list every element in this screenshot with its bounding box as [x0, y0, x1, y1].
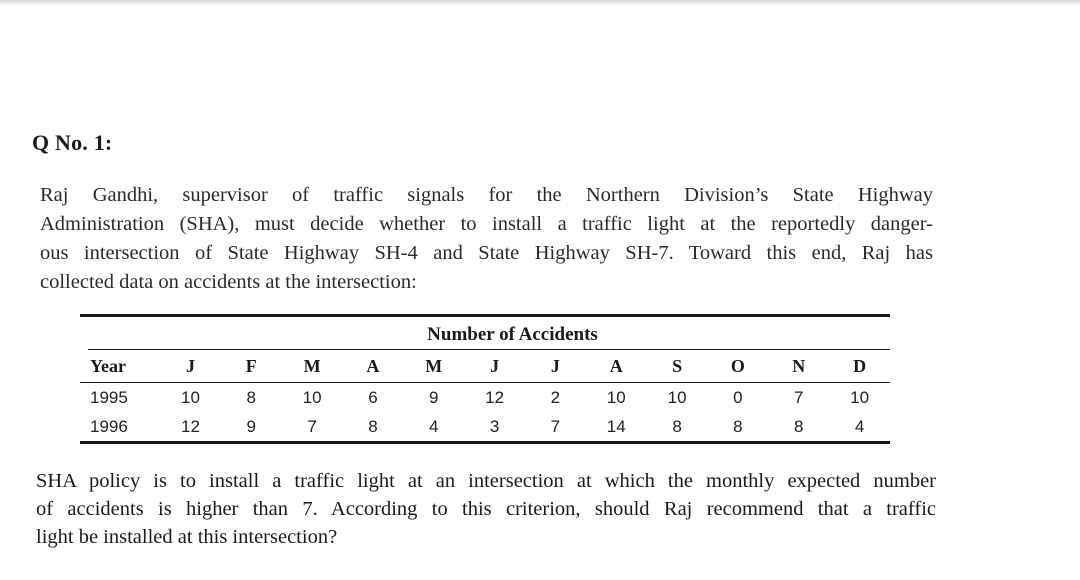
value-cell: 7: [793, 387, 804, 407]
value-cell: 10: [850, 387, 870, 407]
year-header: Year: [80, 350, 160, 383]
policy-line: light be installed at this intersection?: [36, 526, 338, 548]
top-edge-shadow: [0, 0, 1080, 6]
value-cell: 10: [302, 387, 322, 407]
intro-line: Raj Gandhi, supervisor of traffic signals for the Northern Division’s State Highway: [40, 184, 933, 206]
value-cell: 8: [647, 412, 708, 443]
intro-paragraph: [40, 181, 933, 297]
month-header: F: [221, 350, 282, 383]
month-header: J: [525, 350, 586, 383]
table-row: [80, 383, 890, 413]
value-cell: 0: [733, 387, 743, 407]
intro-line: Administration (SHA), must decide whether to install a traffic light at the reportedly danger-: [40, 213, 933, 235]
value-cell: 4: [829, 412, 890, 443]
value-cell: 14: [586, 412, 647, 443]
month-header: N: [768, 350, 829, 383]
value-cell: 9: [429, 387, 439, 407]
month-header: A: [343, 350, 404, 383]
month-header: J: [464, 350, 525, 383]
month-header: M: [403, 350, 464, 383]
value-cell: 8: [707, 412, 768, 443]
accidents-grid: [80, 350, 890, 444]
value-cell: 10: [606, 387, 626, 407]
intro-line: ous intersection of State Highway SH-4 and State Highway SH-7. Toward this end, Raj has: [40, 242, 933, 264]
month-header: M: [282, 350, 343, 383]
year-cell: 1996: [80, 412, 160, 443]
value-cell: 4: [403, 412, 464, 443]
value-cell: 8: [768, 412, 829, 443]
accidents-table: [80, 314, 890, 444]
month-header: O: [707, 350, 768, 383]
value-cell: 12: [160, 412, 221, 443]
table-row: [80, 412, 890, 443]
value-cell: 12: [485, 387, 505, 407]
value-cell: 8: [343, 412, 404, 443]
value-cell: 3: [464, 412, 525, 443]
year-cell: 1995: [90, 387, 128, 407]
policy-line: SHA policy is to install a traffic light at an intersection at which the monthly expected number: [36, 470, 936, 492]
intro-line: collected data on accidents at the intersection:: [40, 271, 417, 293]
month-header: J: [160, 350, 221, 383]
policy-line: of accidents is higher than 7. According to this criterion, should Raj recommend that a traffic: [36, 498, 936, 520]
value-cell: 7: [525, 412, 586, 443]
value-cell: 7: [282, 412, 343, 443]
policy-paragraph: [36, 467, 936, 551]
month-header: S: [647, 350, 708, 383]
value-cell: 10: [667, 387, 687, 407]
value-cell: 8: [246, 387, 256, 407]
table-caption: Number of Accidents: [427, 324, 598, 345]
table-header-row: [80, 350, 890, 383]
value-cell: 10: [180, 387, 200, 407]
value-cell: 6: [368, 387, 378, 407]
value-cell: 2: [550, 387, 561, 407]
question-title: Q No. 1:: [32, 130, 113, 155]
month-header: D: [829, 350, 890, 383]
month-header: A: [586, 350, 647, 383]
value-cell: 9: [221, 412, 282, 443]
